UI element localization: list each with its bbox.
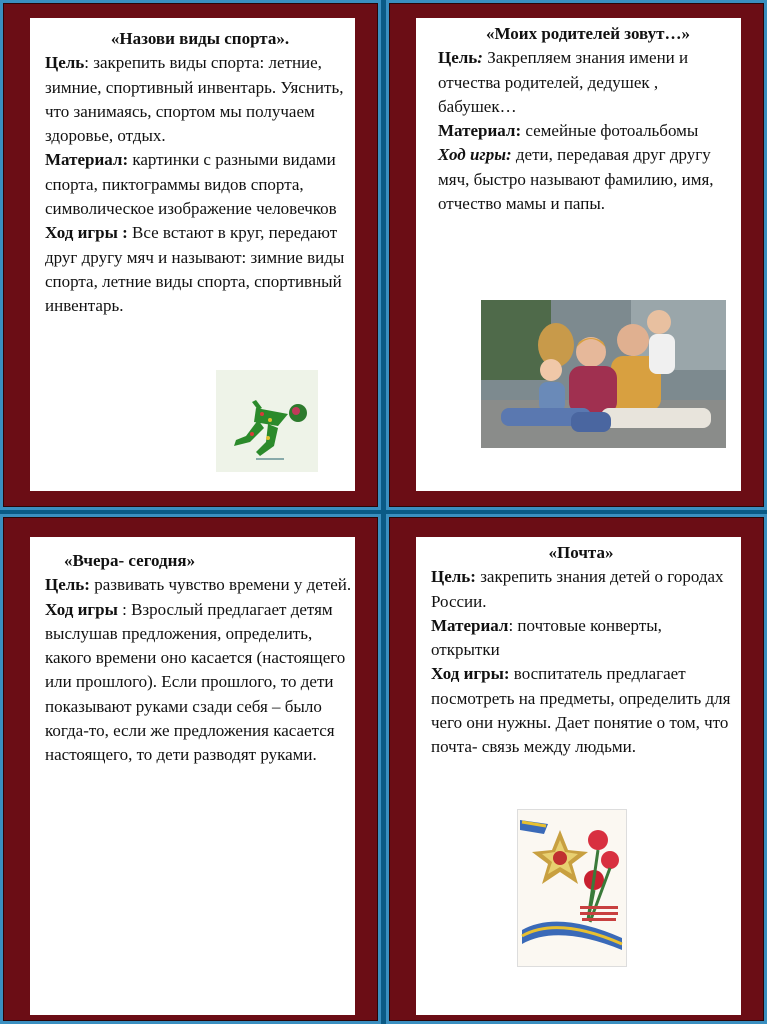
card-yesterday-today-goal: Цель: развивать чувство времени у детей. bbox=[45, 575, 352, 595]
card-parents-material: Материал: семейные фотоальбомы bbox=[438, 121, 699, 141]
card-yesterday-today-course: Ход игры : Взрослый предлагает детям выслушав предложения, определить, какого времени оно касается (настоящего или прошлого). Если прошлого, то дети показывают руками сзади себя – было когда-то, если же предложения касается настоящего, то дети разводят руками. bbox=[45, 599, 346, 765]
card-sports-title: «Назови виды спорта». bbox=[110, 29, 290, 48]
card-post-title: «Почта» bbox=[548, 543, 614, 562]
card-post-material: Материал: почтовые конверты, открытки bbox=[431, 615, 662, 660]
card-post-text bbox=[431, 541, 731, 760]
card-parents-course: Ход игры: дети, передавая друг другу мяч, быстро называют фамилию, имя, отчество мамы и папы. bbox=[438, 145, 714, 214]
card-post-course: Ход игры: воспитатель предлагает посмотреть на предметы, определить для чего они нужны. Дает понятие о том, что почта- связь между людьми. bbox=[431, 664, 731, 757]
card-parents bbox=[386, 0, 767, 510]
card-yesterday-today-content bbox=[30, 537, 355, 1015]
card-parents-content bbox=[416, 18, 741, 491]
card-parents-text bbox=[438, 22, 738, 216]
victory-postcard bbox=[517, 809, 627, 967]
card-parents-title: «Моих родителей зовут…» bbox=[485, 24, 690, 43]
card-sports-content bbox=[30, 18, 355, 491]
card-post bbox=[386, 514, 767, 1024]
card-sports-goal: Цель: закрепить виды спорта: летние, зимние, спортивный инвентарь. Уяснить, что занимаясь, спортом мы получаем здоровье, отдых. bbox=[45, 53, 344, 146]
skater-pictogram-icon bbox=[216, 370, 318, 472]
card-yesterday-today-title: «Вчера- сегодня» bbox=[64, 551, 196, 570]
card-sports bbox=[0, 0, 381, 510]
card-yesterday-today bbox=[0, 514, 381, 1024]
card-parents-goal: Цель: Закрепляем знания имени и отчества родителей, дедушек , бабушек… bbox=[438, 48, 689, 116]
card-post-content bbox=[416, 537, 741, 1015]
card-sports-text bbox=[45, 27, 355, 319]
family-photo bbox=[481, 300, 726, 448]
card-sports-material: Материал: картинки с разными видами спорта, пиктограммы видов спорта, символическое изображение человечков bbox=[45, 150, 337, 219]
card-post-goal: Цель: закрепить знания детей о городах России. bbox=[431, 567, 724, 611]
card-sports-course: Ход игры : Все встают в круг, передают друг другу мяч и называют: зимние виды спорта, летние виды спорта, спортивный инвентарь. bbox=[45, 223, 345, 316]
card-yesterday-today-text bbox=[45, 549, 355, 768]
